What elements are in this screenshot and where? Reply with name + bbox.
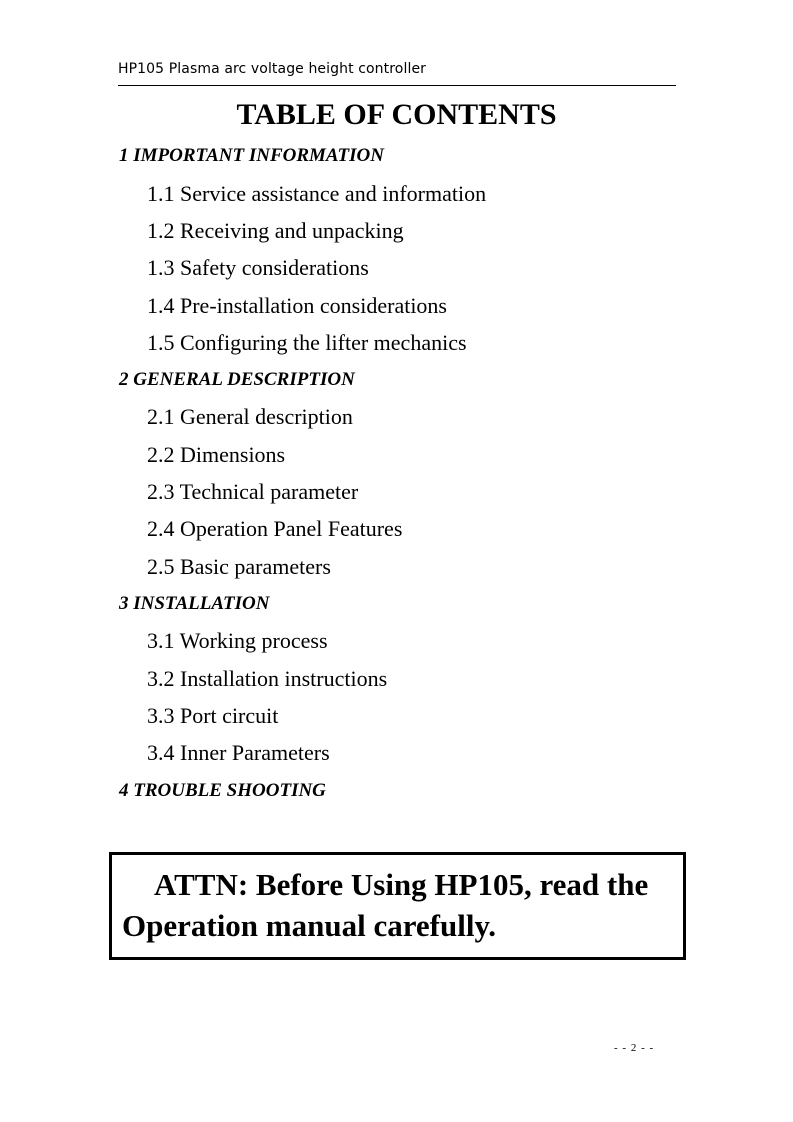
header-rule: [118, 85, 676, 86]
toc-entry: 3.4 Inner Parameters: [147, 740, 330, 765]
toc-section-heading: 1 IMPORTANT INFORMATION: [119, 145, 384, 166]
toc-entry: 1.5 Configuring the lifter mechanics: [147, 330, 467, 355]
attention-notice-line: ATTN: Before Using HP105, read the: [154, 867, 649, 902]
toc-entry: 3.3 Port circuit: [147, 703, 279, 728]
attention-notice-line: Operation manual carefully.: [122, 908, 497, 943]
toc-entry: 2.3 Technical parameter: [147, 479, 359, 504]
toc-entry: 2.5 Basic parameters: [147, 554, 331, 579]
toc-entry: 1.2 Receiving and unpacking: [147, 218, 404, 243]
toc-title: TABLE OF CONTENTS: [236, 98, 557, 131]
toc-section-heading: 3 INSTALLATION: [119, 593, 270, 614]
running-header: HP105 Plasma arc voltage height controller: [118, 61, 427, 77]
page-number: - - 2 - -: [614, 1042, 655, 1054]
toc-entry: 1.1 Service assistance and information: [147, 181, 487, 206]
toc-entry: 3.2 Installation instructions: [147, 666, 388, 691]
toc-entry: 3.1 Working process: [147, 628, 328, 653]
toc-entry: 1.4 Pre-installation considerations: [147, 293, 447, 318]
toc-entry: 2.1 General description: [147, 404, 353, 429]
toc-entry: 2.2 Dimensions: [147, 442, 286, 467]
attention-notice-box: [109, 852, 686, 960]
toc-entry: 1.3 Safety considerations: [147, 255, 369, 280]
toc-entry: 2.4 Operation Panel Features: [147, 516, 403, 541]
toc-section-heading: 4 TROUBLE SHOOTING: [119, 780, 326, 801]
toc-section-heading: 2 GENERAL DESCRIPTION: [119, 369, 355, 390]
